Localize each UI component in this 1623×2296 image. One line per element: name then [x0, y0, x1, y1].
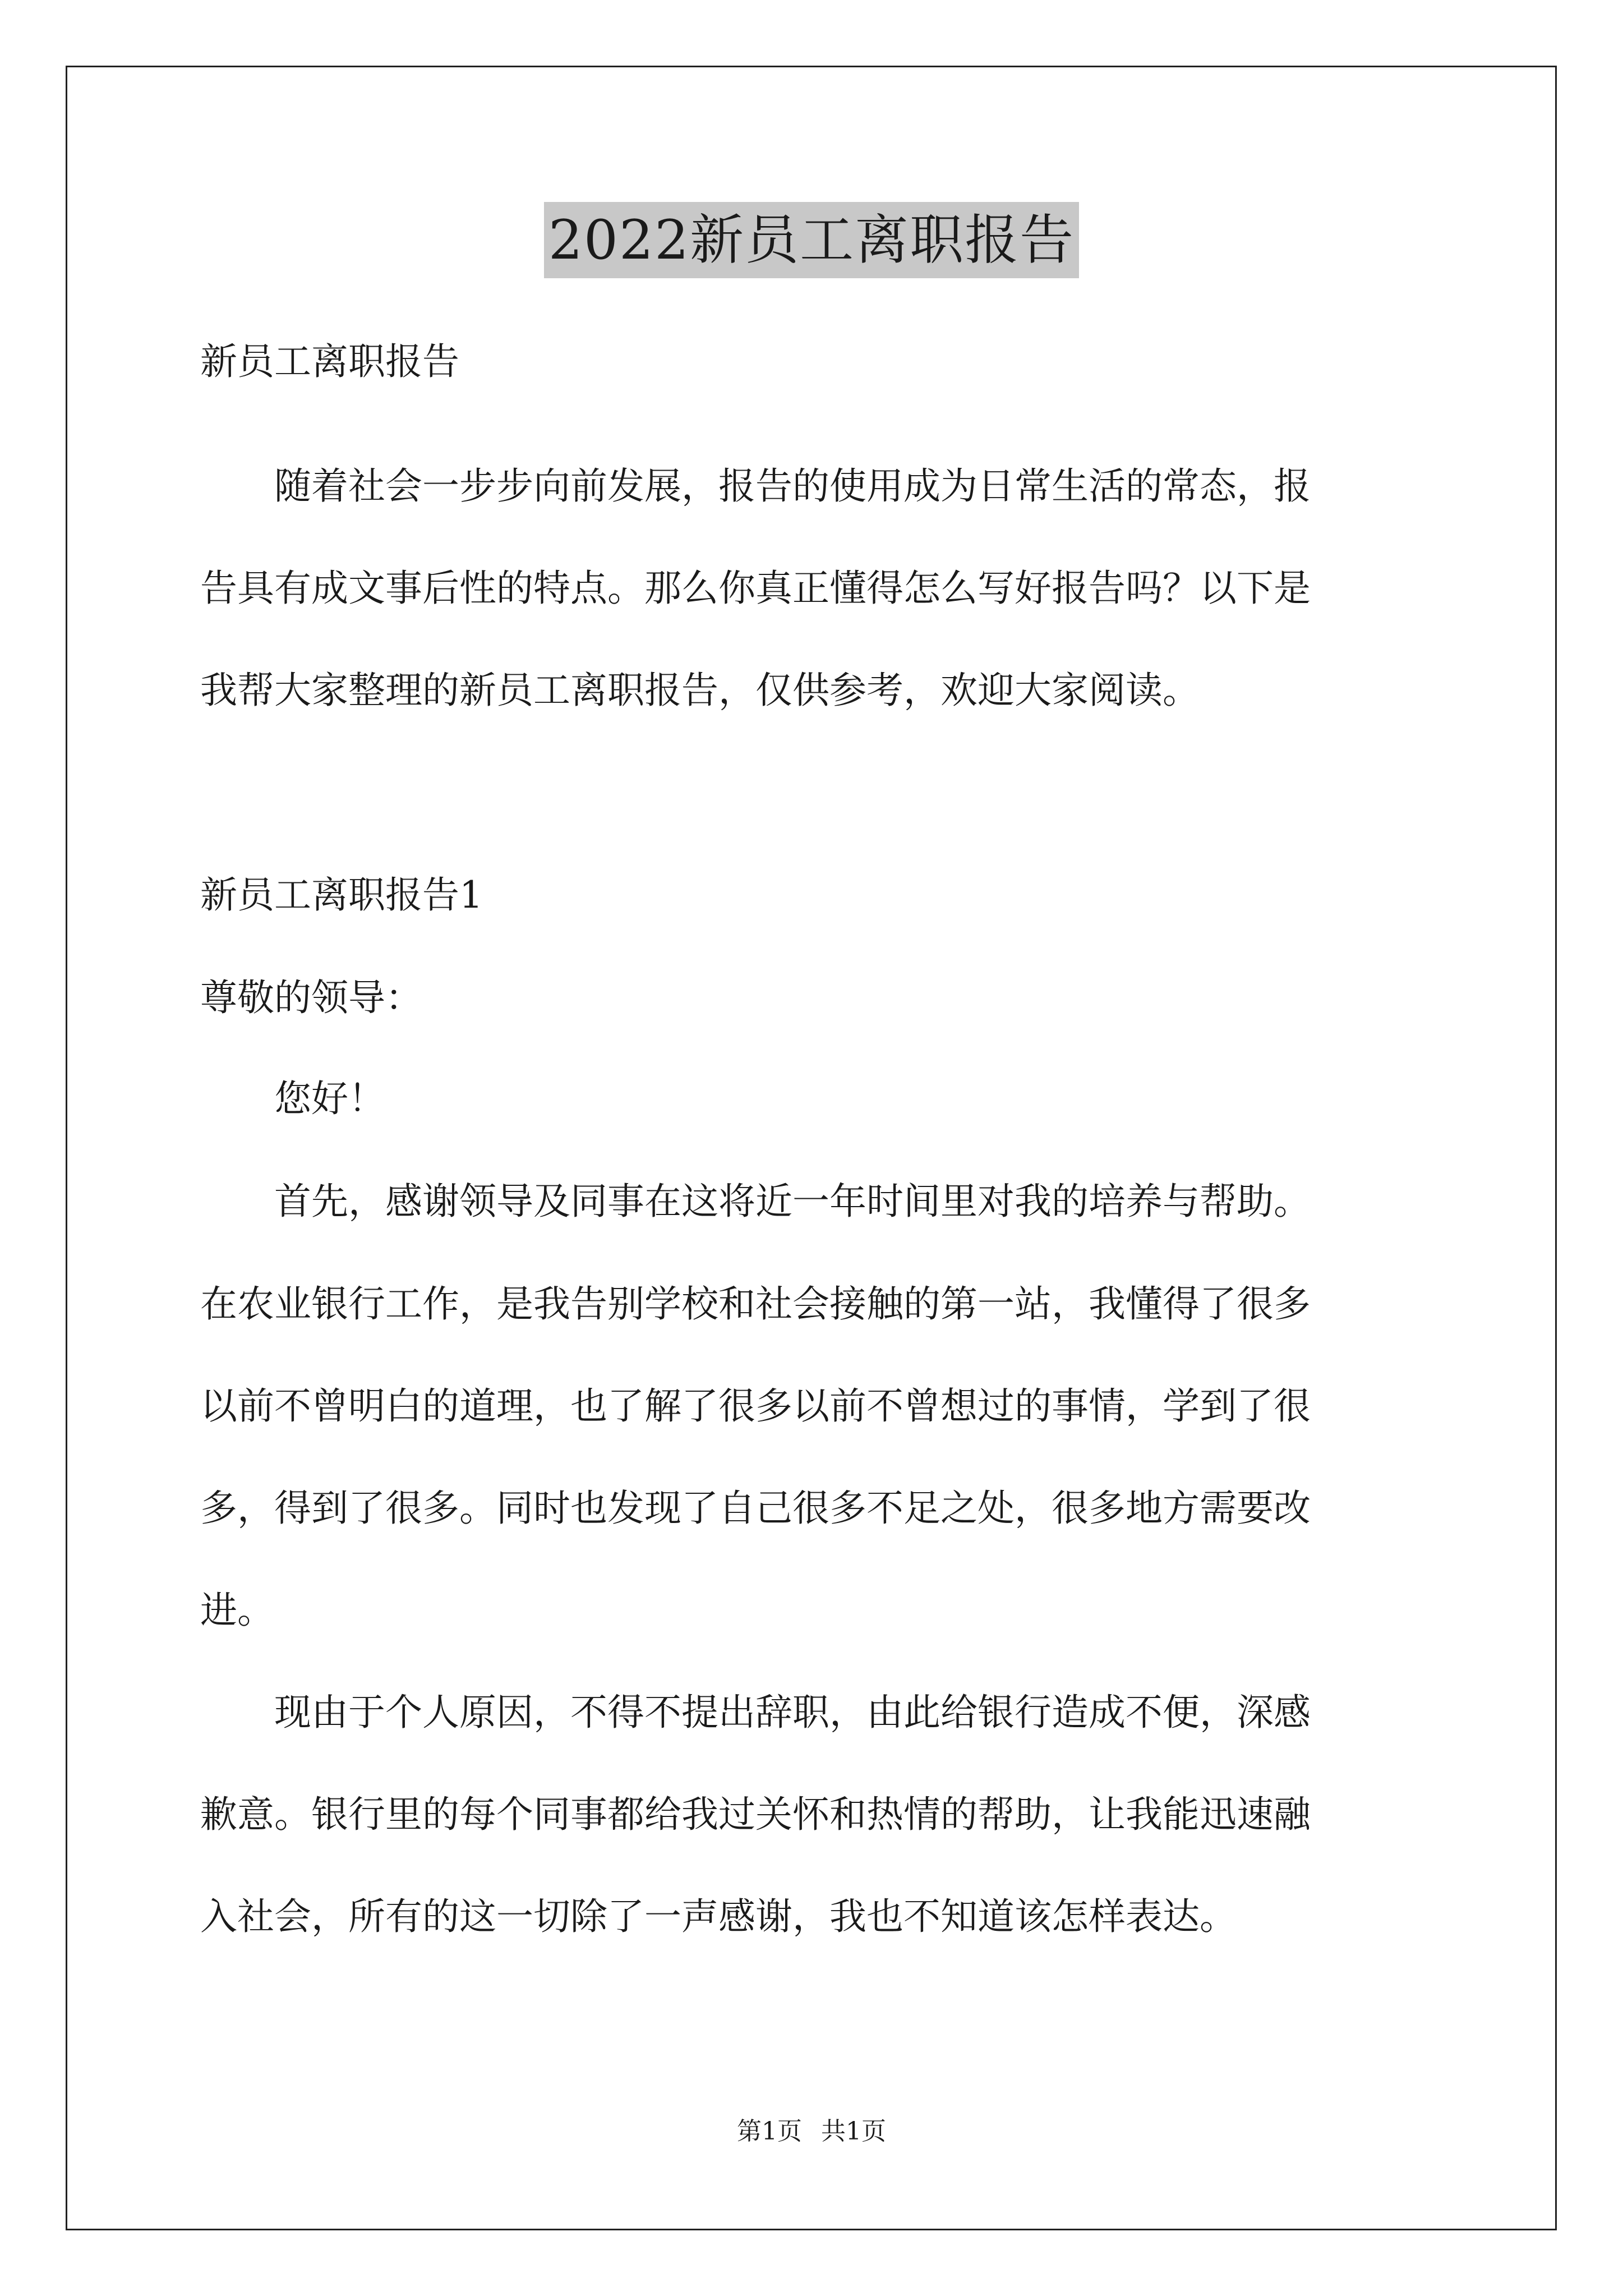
doc-line: 多，得到了很多。同时也发现了自己很多不足之处，很多地方需要改 [200, 1487, 1311, 1530]
doc-line: 您好！ [200, 1077, 385, 1120]
doc-line: 新员工离职报告 [200, 340, 459, 383]
doc-line: 尊敬的领导： [200, 976, 422, 1019]
doc-line: 随着社会一步步向前发展，报告的使用成为日常生活的常态，报 [200, 464, 1311, 508]
doc-line: 现由于个人原因，不得不提出辞职，由此给银行造成不便，深感 [200, 1691, 1311, 1734]
doc-line: 首先，感谢领导及同事在这将近一年时间里对我的培养与帮助。 [200, 1180, 1311, 1223]
doc-line: 进。 [200, 1589, 274, 1632]
doc-line: 我帮大家整理的新员工离职报告，仅供参考，欢迎大家阅读。 [200, 669, 1200, 712]
page-number: 第1页 [737, 2117, 802, 2146]
doc-line: 歉意。银行里的每个同事都给我过关怀和热情的帮助，让我能迅速融 [200, 1793, 1311, 1836]
doc-line: 入社会，所有的这一切除了一声感谢，我也不知道该怎样表达。 [200, 1895, 1237, 1938]
doc-line: 在农业银行工作，是我告别学校和社会接触的第一站，我懂得了很多 [200, 1282, 1311, 1326]
doc-line: 告具有成文事后性的特点。那么你真正懂得怎么写好报告吗？以下是 [200, 567, 1311, 610]
title-container [0, 202, 1623, 278]
page-footer [0, 2115, 1623, 2148]
doc-line: 新员工离职报告1 [200, 873, 483, 917]
document-title: 2022新员工离职报告 [544, 202, 1079, 278]
doc-line: 以前不曾明白的道理，也了解了很多以前不曾想过的事情，学到了很 [200, 1384, 1311, 1428]
total-pages: 共1页 [821, 2117, 886, 2146]
